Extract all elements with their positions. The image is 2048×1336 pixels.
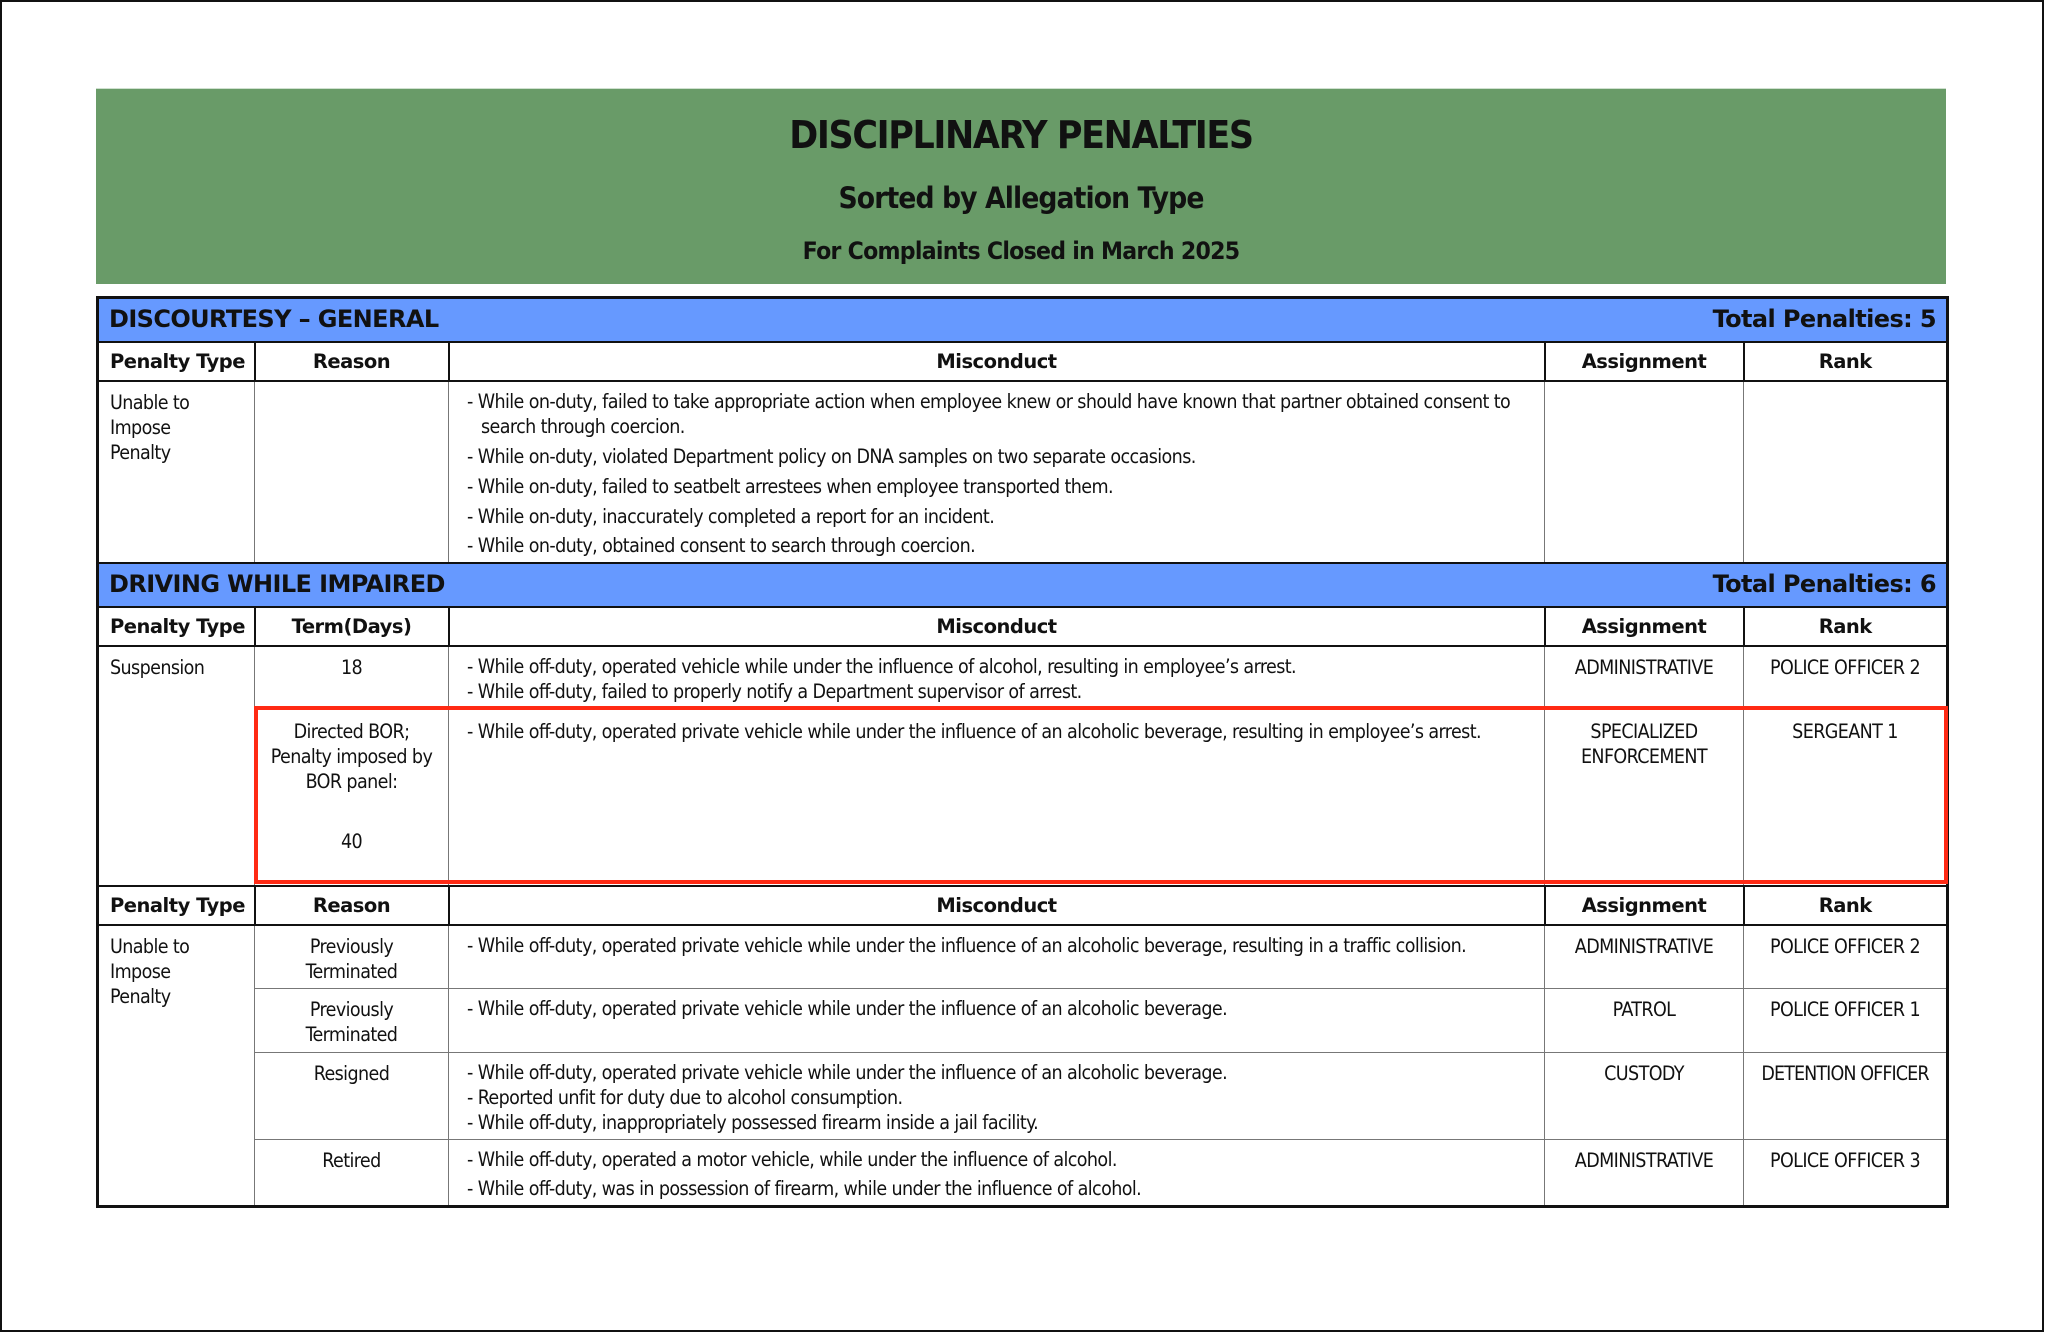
- col-term-days: Term(Days): [255, 607, 449, 646]
- misconduct-item: - While off-duty, operated private vehicle while under the influence of an alcoholic beverage, resulting in employee’s arrest.: [467, 719, 1481, 743]
- misconduct-item: - While off-duty, operated vehicle while under the influence of alcohol, resulting in employee’s arrest.: [467, 654, 1297, 678]
- rank-cell: SERGEANT 1: [1744, 708, 1948, 886]
- misconduct-item: - While off-duty, operated private vehicle while under the influence of an alcoholic beverage.: [467, 1060, 1228, 1084]
- reason-cell: Previously Terminated: [255, 988, 449, 1052]
- section-header-driving-while-impaired: [98, 563, 1948, 607]
- section-total: Total Penalties: 5: [1712, 305, 1936, 334]
- section-total: Total Penalties: 6: [1712, 570, 1936, 598]
- assignment-cell: ADMINISTRATIVE: [1545, 925, 1744, 988]
- col-assignment: Assignment: [1545, 342, 1744, 381]
- column-header-row: [98, 342, 1948, 381]
- penalty-type-cell: Unable to Impose Penalty: [98, 381, 255, 563]
- misconduct-item: - While on-duty, failed to seatbelt arrestees when employee transported them.: [467, 474, 1113, 498]
- table-row: [98, 381, 1948, 563]
- misconduct-item: - While off-duty, operated a motor vehicle, while under the influence of alcohol.: [467, 1147, 1117, 1171]
- misconduct-cell: [449, 1139, 1545, 1206]
- misconduct-item: - While on-duty, failed to take appropriate action when employee knew or should have known that partner obtained consent to search through coercion.: [467, 389, 1511, 438]
- col-rank: Rank: [1744, 607, 1948, 646]
- term-cell: [255, 708, 449, 886]
- term-note: Penalty imposed by: [270, 744, 433, 768]
- reason-cell: Retired: [255, 1139, 449, 1206]
- col-assignment: Assignment: [1545, 607, 1744, 646]
- col-penalty-type: Penalty Type: [98, 342, 255, 381]
- reason-cell: Resigned: [255, 1052, 449, 1139]
- col-rank: Rank: [1744, 342, 1948, 381]
- column-header-row: [98, 607, 1948, 646]
- term-value: 40: [340, 829, 363, 853]
- misconduct-item: - While on-duty, obtained consent to search through coercion.: [467, 533, 976, 557]
- col-misconduct: Misconduct: [449, 886, 1545, 925]
- table-row: [98, 988, 1948, 1052]
- misconduct-cell: [449, 925, 1545, 988]
- col-reason: Reason: [255, 886, 449, 925]
- assignment-cell: SPECIALIZED ENFORCEMENT: [1545, 708, 1744, 886]
- rank-cell: POLICE OFFICER 3: [1744, 1139, 1948, 1206]
- rank-cell: DETENTION OFFICER: [1744, 1052, 1948, 1139]
- term-cell: 18: [255, 646, 449, 709]
- rank-cell: POLICE OFFICER 1: [1744, 988, 1948, 1052]
- table-row: [98, 925, 1948, 988]
- table-row-highlighted: [98, 708, 1948, 886]
- misconduct-cell: [449, 708, 1545, 886]
- penalties-table: [96, 296, 1949, 1208]
- report-subtitle: Sorted by Allegation Type: [838, 181, 1204, 215]
- misconduct-item: - While off-duty, operated private vehicle while under the influence of an alcoholic beverage.: [467, 996, 1228, 1020]
- rank-cell: POLICE OFFICER 2: [1744, 925, 1948, 988]
- assignment-cell: ADMINISTRATIVE: [1545, 1139, 1744, 1206]
- misconduct-cell: [449, 646, 1545, 709]
- misconduct-item: - While off-duty, was in possession of firearm, while under the influence of alcohol.: [467, 1176, 1142, 1200]
- misconduct-item: - While off-duty, failed to properly notify a Department supervisor of arrest.: [467, 679, 1082, 703]
- misconduct-item: - While on-duty, violated Department policy on DNA samples on two separate occasions.: [467, 444, 1196, 468]
- reason-cell: [255, 381, 449, 563]
- misconduct-item: - While on-duty, inaccurately completed a report for an incident.: [467, 504, 995, 528]
- section-header-discourtesy: [98, 298, 1948, 342]
- col-assignment: Assignment: [1545, 886, 1744, 925]
- column-header-row: [98, 886, 1948, 925]
- section-name: DISCOURTESY – GENERAL: [109, 305, 439, 334]
- report-period: For Complaints Closed in March 2025: [802, 237, 1240, 265]
- rank-cell: POLICE OFFICER 2: [1744, 646, 1948, 709]
- misconduct-item: - Reported unfit for duty due to alcohol consumption.: [467, 1085, 903, 1109]
- misconduct-item: - While off-duty, operated private vehicle while under the influence of an alcoholic beverage, resulting in a traffic collision.: [467, 934, 1467, 957]
- report-title: DISCIPLINARY PENALTIES: [789, 113, 1253, 157]
- misconduct-cell: [449, 988, 1545, 1052]
- table-row: [98, 1139, 1948, 1206]
- rank-cell: [1744, 381, 1948, 563]
- col-rank: Rank: [1744, 886, 1948, 925]
- term-note: BOR panel:: [305, 769, 398, 793]
- assignment-cell: CUSTODY: [1545, 1052, 1744, 1139]
- misconduct-cell: [449, 1052, 1545, 1139]
- misconduct-cell: [449, 381, 1545, 563]
- col-penalty-type: Penalty Type: [98, 607, 255, 646]
- section-name: DRIVING WHILE IMPAIRED: [109, 570, 445, 598]
- assignment-cell: PATROL: [1545, 988, 1744, 1052]
- penalty-type-cell: Unable to Impose Penalty: [98, 925, 255, 1206]
- col-misconduct: Misconduct: [449, 607, 1545, 646]
- assignment-cell: ADMINISTRATIVE: [1545, 646, 1744, 709]
- report-header-banner: [96, 88, 1946, 284]
- misconduct-item: - While off-duty, inappropriately possessed firearm inside a jail facility.: [467, 1110, 1039, 1134]
- col-penalty-type: Penalty Type: [98, 886, 255, 925]
- assignment-cell: [1545, 381, 1744, 563]
- reason-cell: Previously Terminated: [255, 925, 449, 988]
- table-row: [98, 646, 1948, 709]
- col-reason: Reason: [255, 342, 449, 381]
- table-row: [98, 1052, 1948, 1139]
- term-note: Directed BOR;: [293, 719, 410, 743]
- col-misconduct: Misconduct: [449, 342, 1545, 381]
- penalty-type-cell: Suspension: [98, 646, 255, 887]
